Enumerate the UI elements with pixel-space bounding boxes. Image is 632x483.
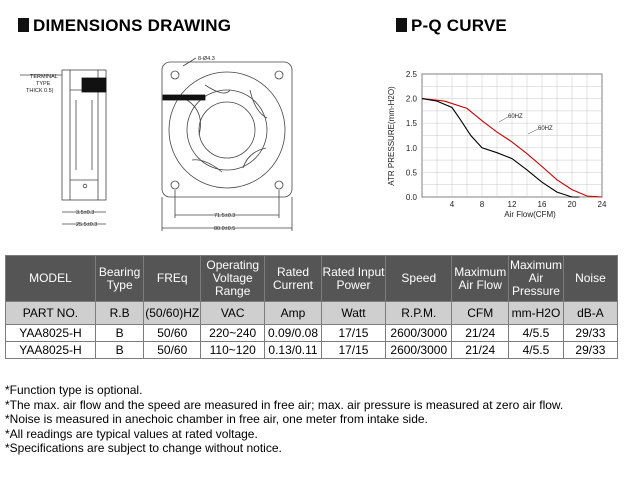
unit-cell: PART NO.: [6, 302, 96, 325]
table-cell: 2600/3000: [386, 325, 452, 342]
table-cell: B: [95, 342, 143, 359]
y-tick-label: 0.5: [405, 168, 417, 178]
x-tick-label: 8: [479, 200, 485, 209]
header-cell: FREq: [144, 256, 201, 302]
table-cell: 4/5.5: [509, 342, 564, 359]
x-axis-label: Air Flow(CFM): [504, 210, 556, 219]
header-cell: Speed: [386, 256, 452, 302]
legend-60hz-red: 60HZ: [508, 114, 523, 120]
header-cell: Maximum Air Pressure: [509, 256, 564, 302]
note-line: *Function type is optional.: [5, 383, 143, 397]
side-depth-dim: 25.5±0.3: [76, 222, 98, 228]
legend-60hz-black: 60HZ: [538, 126, 553, 132]
terminal-label: THICK 0.5): [26, 88, 54, 94]
x-tick-label: 24: [597, 200, 607, 209]
table-cell: 2600/3000: [386, 342, 452, 359]
table-cell: YAA8025-H: [6, 342, 96, 359]
table-cell: 110~120: [201, 342, 265, 359]
note-line: *The max. air flow and the speed are measured in free air; max. air pressure is measured at zero air flow.: [5, 397, 564, 412]
x-tick-label: 12: [507, 200, 517, 209]
table-cell: 17/15: [321, 325, 385, 342]
dimensions-drawing: [0, 40, 380, 250]
table-cell: 4/5.5: [509, 325, 564, 342]
fan-front-view: [162, 58, 292, 197]
table-cell: 50/60: [144, 325, 201, 342]
table-cell: 21/24: [452, 342, 509, 359]
table-cell: 50/60: [144, 342, 201, 359]
table-row: [6, 342, 618, 359]
note-line: *Specifications are subject to change without notice.: [5, 441, 282, 456]
unit-cell: dB-A: [563, 302, 617, 325]
unit-cell: mm-H2O: [509, 302, 564, 325]
header-cell: Operating Voltage Range: [201, 256, 265, 302]
unit-cell: Amp: [265, 302, 322, 325]
notes: [5, 383, 563, 456]
square-bullet-icon: [18, 18, 29, 32]
header-cell: Rated Current: [265, 256, 322, 302]
side-thickness-dim: 3.5±0.3: [76, 210, 95, 216]
y-axis-label: ATR PRESSURE(mm-H2O): [387, 86, 396, 186]
table-cell: 29/33: [563, 325, 617, 342]
table-cell: 21/24: [452, 325, 509, 342]
y-tick-label: 0.0: [405, 193, 417, 202]
header-cell: Rated Input Power: [321, 256, 385, 302]
table-cell: 29/33: [563, 342, 617, 359]
table-cell: YAA8025-H: [6, 325, 96, 342]
square-bullet-icon: [396, 18, 407, 32]
width-dim: 80.0±0.5: [214, 226, 236, 232]
table-cell: 17/15: [321, 342, 385, 359]
y-tick-label: 2.0: [405, 94, 417, 104]
x-tick-label: 20: [567, 200, 577, 209]
spec-table: [5, 255, 618, 359]
header-cell: Noise: [563, 256, 617, 302]
terminal-label: TERMINAL: [30, 74, 58, 80]
x-tick-label: 16: [537, 200, 547, 209]
pq-chart: [380, 62, 620, 222]
unit-cell: R.P.M.: [386, 302, 452, 325]
unit-cell: Watt: [321, 302, 385, 325]
unit-cell: R.B: [95, 302, 143, 325]
table-cell: 0.13/0.11: [265, 342, 322, 359]
pq-curve-title: P-Q CURVE: [396, 16, 507, 36]
hole-label: 8-Ø4.3: [198, 56, 215, 62]
table-cell: 0.09/0.08: [265, 325, 322, 342]
unit-cell: VAC: [201, 302, 265, 325]
terminal-label: TYPE: [36, 81, 51, 87]
y-tick-label: 1.5: [405, 119, 417, 129]
table-row: [6, 325, 618, 342]
table-cell: 220~240: [201, 325, 265, 342]
table-header-row: [6, 256, 618, 302]
table-units-row: [6, 302, 618, 325]
note-line: *Noise is measured in anechoic chamber in free air, one meter from intake side.: [5, 412, 428, 427]
header-cell: MODEL: [6, 256, 96, 302]
y-tick-label: 1.0: [405, 143, 417, 153]
unit-cell: (50/60)HZ: [144, 302, 201, 325]
header-cell: Bearing Type: [95, 256, 143, 302]
dimensions-drawing-title: DIMENSIONS DRAWING: [18, 16, 231, 36]
hole-spacing-dim: 71.5±0.3: [214, 213, 236, 219]
note-line: *All readings are typical values at rated voltage.: [5, 426, 258, 441]
table-cell: B: [95, 325, 143, 342]
header-cell: Maximum Air Flow: [452, 256, 509, 302]
y-tick-label: 2.5: [405, 70, 417, 79]
unit-cell: CFM: [452, 302, 509, 325]
x-tick-label: 4: [449, 200, 455, 209]
